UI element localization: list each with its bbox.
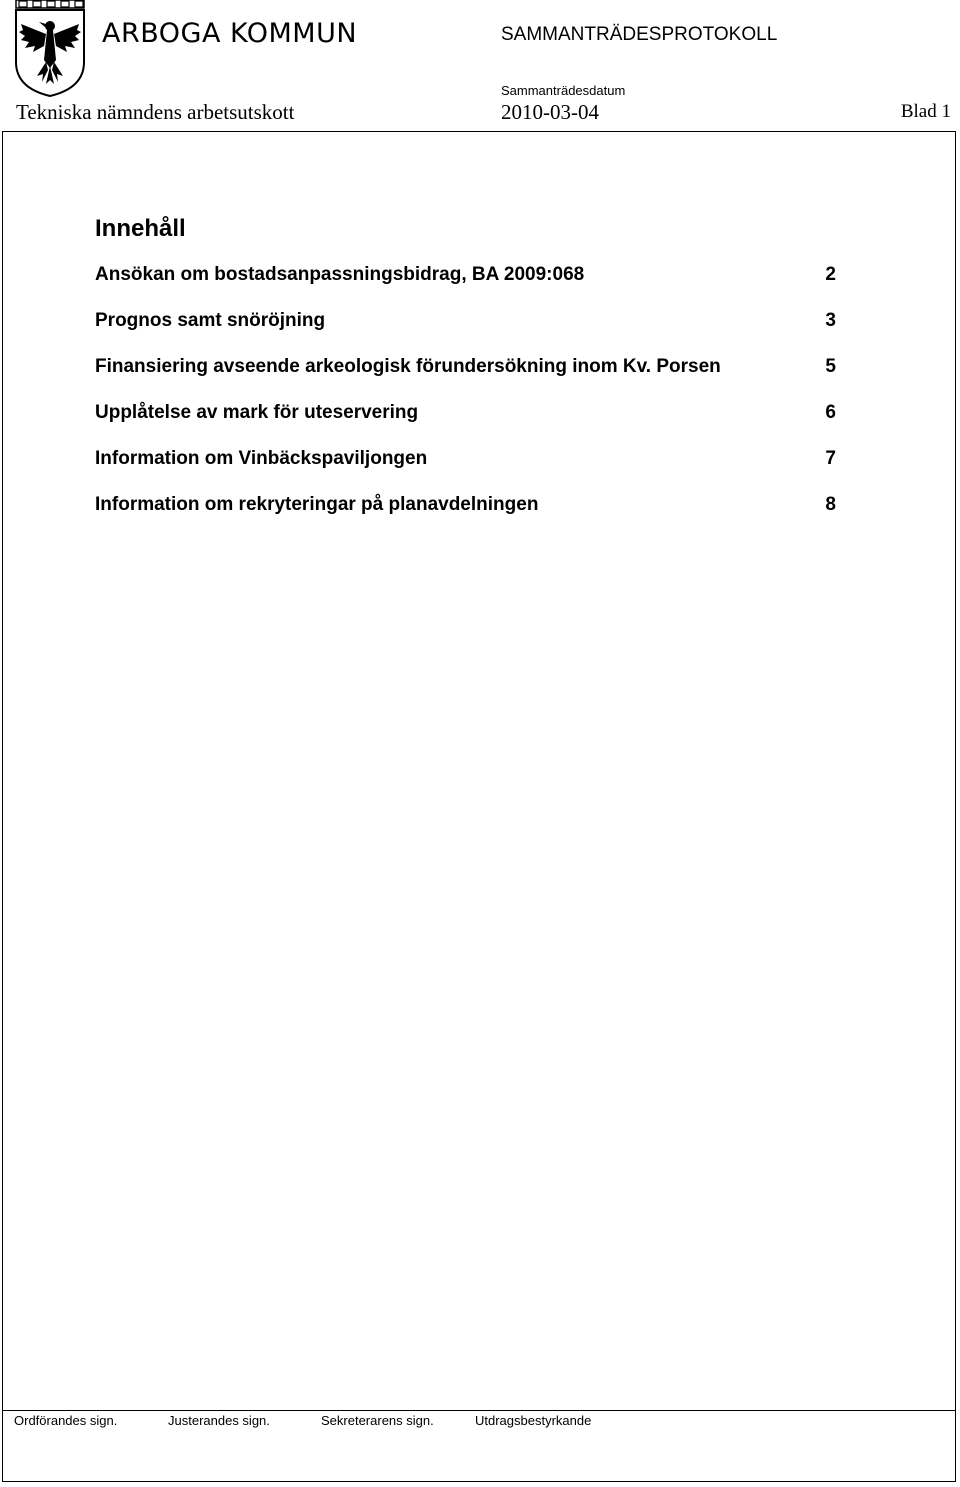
- toc-item-title: Ansökan om bostadsanpassningsbidrag, BA 2009:068: [95, 264, 585, 285]
- toc-item-title: Prognos samt snöröjning: [95, 310, 326, 331]
- toc-item-page: 2: [825, 264, 836, 285]
- toc-item-title: Upplåtelse av mark för uteservering: [95, 402, 419, 423]
- toc-title: Innehåll: [95, 215, 186, 242]
- toc-item-page: 3: [825, 310, 836, 331]
- adjuster-signature-label: Justerandes sign.: [168, 1413, 270, 1428]
- footer-divider: [3, 1410, 955, 1411]
- toc-item-page: 8: [825, 494, 836, 515]
- arboga-coat-of-arms-icon: [13, 0, 87, 98]
- toc-item-page: 5: [825, 356, 836, 377]
- toc-item: [95, 310, 836, 356]
- toc-item: [95, 402, 836, 448]
- page-number: Blad 1: [900, 101, 951, 122]
- toc-item-page: 6: [825, 402, 836, 423]
- toc-item-title: Information om Vinbäckspaviljongen: [95, 448, 428, 469]
- toc-item-title: Information om rekryteringar på planavdelningen: [95, 494, 539, 515]
- toc-item: [95, 494, 836, 540]
- toc-item: [95, 448, 836, 494]
- document-type: SAMMANTRÄDESPROTOKOLL: [501, 24, 778, 45]
- toc-list: [95, 264, 836, 540]
- meeting-date: 2010-03-04: [501, 100, 599, 124]
- toc-item-page: 7: [825, 448, 836, 469]
- committee-name: Tekniska nämndens arbetsutskott: [16, 100, 295, 124]
- secretary-signature-label: Sekreterarens sign.: [321, 1413, 434, 1428]
- toc-item: [95, 356, 836, 402]
- toc-item: [95, 264, 836, 310]
- meeting-date-label: Sammanträdesdatum: [501, 83, 626, 98]
- toc-item-title: Finansiering avseende arkeologisk förundersökning inom Kv. Porsen: [95, 356, 721, 377]
- organization-name: ARBOGA KOMMUN: [102, 18, 358, 49]
- chair-signature-label: Ordförandes sign.: [14, 1413, 118, 1428]
- extract-certification-label: Utdragsbestyrkande: [475, 1413, 592, 1428]
